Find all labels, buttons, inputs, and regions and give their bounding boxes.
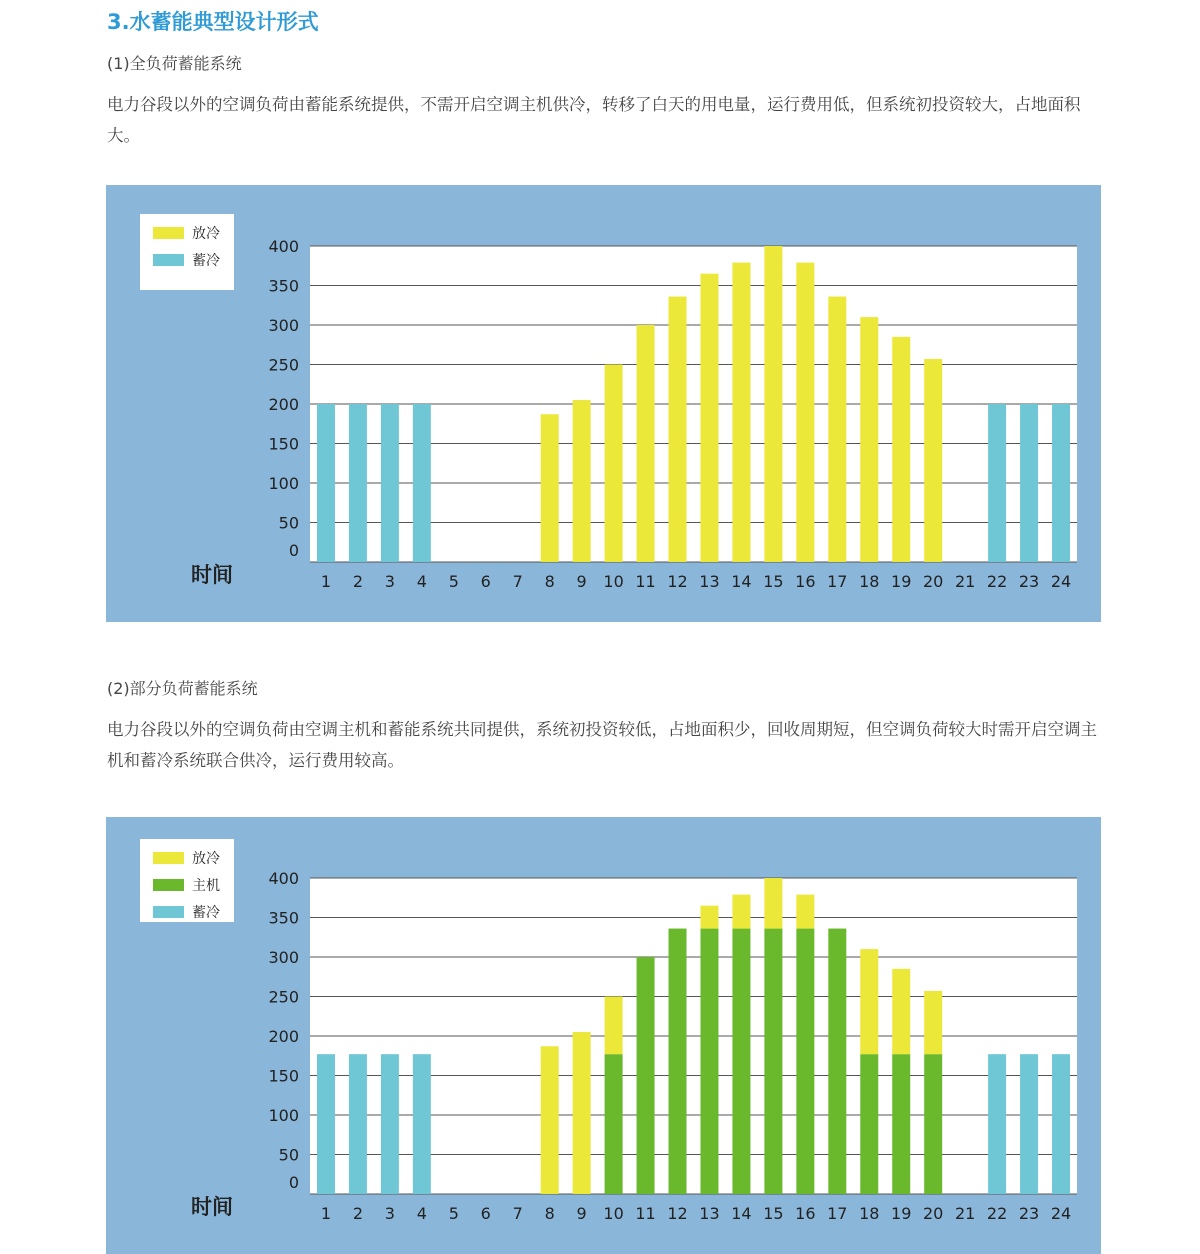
x-tick-label: 11 <box>635 1204 656 1223</box>
bar-chiller-hour-20 <box>924 1054 942 1194</box>
x-tick-label: 19 <box>891 1204 912 1223</box>
legend-swatch <box>153 906 184 918</box>
bar-storage-hour-3 <box>381 404 399 562</box>
full-storage-chart-legend <box>140 214 234 290</box>
x-tick-label: 7 <box>512 572 523 591</box>
bar-discharge-hour-14 <box>732 895 750 929</box>
bar-chiller-hour-16 <box>796 929 814 1194</box>
full-storage-chart <box>106 185 1101 622</box>
bar-discharge-hour-17 <box>828 297 846 562</box>
bar-storage-hour-23 <box>1020 404 1038 562</box>
x-tick-label: 6 <box>480 1204 491 1223</box>
x-tick-label: 20 <box>923 1204 944 1223</box>
y-tick-label: 350 <box>268 908 299 928</box>
legend-label: 蓄冷 <box>192 253 220 269</box>
bar-discharge-hour-9 <box>573 1032 591 1194</box>
partial-storage-description: 电力谷段以外的空调负荷由空调主机和蓄能系统共同提供，系统初投资较低，占地面积少，回收周期短，但空调负荷较大时需开启空调主机和蓄冷系统联合供冷，运行费用较高。 <box>107 720 1097 770</box>
x-tick-label: 1 <box>320 1204 332 1223</box>
bar-discharge-hour-13 <box>700 906 718 929</box>
bar-discharge-hour-11 <box>637 325 655 562</box>
bar-discharge-hour-10 <box>605 365 623 563</box>
x-tick-label: 14 <box>731 572 752 591</box>
legend-label: 放冷 <box>192 851 220 867</box>
partial-storage-chart <box>106 817 1101 1254</box>
y-tick-label: 50 <box>278 1145 299 1165</box>
bar-chiller-hour-13 <box>700 929 718 1194</box>
legend-swatch <box>153 879 184 891</box>
x-tick-label: 5 <box>448 572 459 591</box>
x-tick-label: 15 <box>763 572 784 591</box>
x-axis-title: 时间 <box>191 563 233 587</box>
y-tick-label: 300 <box>268 948 299 967</box>
x-tick-label: 8 <box>544 1204 555 1223</box>
legend-item-discharge <box>153 225 220 241</box>
legend-label: 蓄冷 <box>192 905 220 921</box>
bar-discharge-hour-12 <box>669 297 687 562</box>
y-tick-label: 250 <box>268 355 299 375</box>
bar-storage-hour-4 <box>413 404 431 562</box>
legend-swatch <box>153 227 184 239</box>
bar-chiller-hour-10 <box>605 1054 623 1194</box>
bar-discharge-hour-16 <box>796 263 814 562</box>
x-tick-label: 15 <box>763 1204 784 1223</box>
partial-storage-subhead: (2)部分负荷蓄能系统 <box>107 679 258 698</box>
bar-discharge-hour-20 <box>924 991 942 1054</box>
x-tick-label: 13 <box>699 1204 720 1223</box>
x-tick-label: 23 <box>1018 1204 1040 1223</box>
legend-item-storage <box>153 904 220 920</box>
bar-discharge-hour-18 <box>860 949 878 1054</box>
x-axis-title: 时间 <box>191 1195 233 1219</box>
x-tick-label: 23 <box>1018 572 1040 591</box>
partial-storage-chart-legend <box>140 839 234 922</box>
x-tick-label: 12 <box>667 572 688 591</box>
bar-discharge-hour-15 <box>764 878 782 929</box>
y-tick-label: 400 <box>268 237 299 256</box>
bar-chiller-hour-19 <box>892 1054 910 1194</box>
x-tick-label: 16 <box>795 1204 816 1223</box>
bar-discharge-hour-10 <box>605 997 623 1055</box>
bar-discharge-hour-8 <box>541 414 559 562</box>
bar-storage-hour-2 <box>349 1054 367 1194</box>
x-tick-label: 17 <box>827 572 848 591</box>
x-tick-label: 16 <box>795 572 816 591</box>
bar-discharge-hour-19 <box>892 969 910 1054</box>
x-tick-label: 1 <box>320 572 332 591</box>
bar-storage-hour-2 <box>349 404 367 562</box>
legend-item-chiller <box>153 877 220 893</box>
y-tick-label: 100 <box>268 1106 299 1125</box>
y-tick-label: 100 <box>268 474 299 493</box>
y-tick-label: 0 <box>288 1173 299 1192</box>
x-tick-label: 20 <box>923 572 944 591</box>
bar-storage-hour-1 <box>317 1054 335 1194</box>
y-tick-label: 350 <box>268 276 299 296</box>
x-tick-label: 12 <box>667 1204 688 1223</box>
legend-label: 主机 <box>192 878 220 894</box>
bar-storage-hour-22 <box>988 404 1006 562</box>
x-tick-label: 21 <box>954 572 976 591</box>
bar-discharge-hour-15 <box>764 246 782 562</box>
bar-chiller-hour-18 <box>860 1054 878 1194</box>
bar-chiller-hour-17 <box>828 929 846 1194</box>
legend-item-discharge <box>153 850 220 866</box>
x-tick-label: 3 <box>384 1204 395 1223</box>
bar-storage-hour-1 <box>317 404 335 562</box>
full-storage-subhead: (1)全负荷蓄能系统 <box>107 54 242 73</box>
bar-storage-hour-22 <box>988 1054 1006 1194</box>
x-tick-label: 11 <box>635 572 656 591</box>
y-tick-label: 300 <box>268 316 299 335</box>
full-storage-description: 电力谷段以外的空调负荷由蓄能系统提供，不需开启空调主机供冷，转移了白天的用电量，运行费用低，但系统初投资较大，占地面积大。 <box>107 95 1081 145</box>
x-tick-label: 21 <box>954 1204 976 1223</box>
x-tick-label: 24 <box>1050 572 1072 591</box>
x-tick-label: 17 <box>827 1204 848 1223</box>
legend-swatch <box>153 254 184 266</box>
x-tick-label: 22 <box>986 1204 1008 1223</box>
x-tick-label: 3 <box>384 572 395 591</box>
x-tick-label: 10 <box>603 1204 624 1223</box>
bar-storage-hour-3 <box>381 1054 399 1194</box>
x-tick-label: 19 <box>891 572 912 591</box>
x-tick-label: 10 <box>603 572 624 591</box>
y-tick-label: 0 <box>288 541 299 560</box>
x-tick-label: 4 <box>416 572 427 591</box>
bar-storage-hour-23 <box>1020 1054 1038 1194</box>
bar-discharge-hour-8 <box>541 1046 559 1194</box>
legend-swatch <box>153 852 184 864</box>
x-tick-label: 7 <box>512 1204 523 1223</box>
x-tick-label: 9 <box>576 1204 587 1223</box>
full-storage-chart-panel <box>106 185 1101 622</box>
x-tick-label: 5 <box>448 1204 459 1223</box>
bar-chiller-hour-15 <box>764 929 782 1194</box>
y-tick-label: 250 <box>268 987 299 1007</box>
y-tick-label: 200 <box>268 395 299 414</box>
bar-chiller-hour-12 <box>669 929 687 1194</box>
bar-discharge-hour-13 <box>700 274 718 562</box>
x-tick-label: 14 <box>731 1204 752 1223</box>
x-tick-label: 9 <box>576 572 587 591</box>
x-tick-label: 18 <box>859 1204 880 1223</box>
x-tick-label: 4 <box>416 1204 427 1223</box>
x-tick-label: 13 <box>699 572 720 591</box>
y-tick-label: 200 <box>268 1027 299 1046</box>
x-tick-label: 6 <box>480 572 491 591</box>
bar-storage-hour-4 <box>413 1054 431 1194</box>
legend-item-storage <box>153 252 220 268</box>
bar-discharge-hour-9 <box>573 400 591 562</box>
bar-chiller-hour-11 <box>637 957 655 1194</box>
bar-chiller-hour-14 <box>732 929 750 1194</box>
section-title: 3.水蓄能典型设计形式 <box>107 10 319 34</box>
legend-label: 放冷 <box>192 226 220 242</box>
bar-storage-hour-24 <box>1052 1054 1070 1194</box>
y-tick-label: 400 <box>268 869 299 888</box>
bar-discharge-hour-14 <box>732 263 750 562</box>
bar-discharge-hour-19 <box>892 337 910 562</box>
x-tick-label: 8 <box>544 572 555 591</box>
bar-storage-hour-24 <box>1052 404 1070 562</box>
y-tick-label: 150 <box>268 434 299 454</box>
bar-discharge-hour-16 <box>796 895 814 929</box>
x-tick-label: 24 <box>1050 1204 1072 1223</box>
bar-discharge-hour-18 <box>860 317 878 562</box>
y-tick-label: 50 <box>278 513 299 533</box>
x-tick-label: 2 <box>352 1204 364 1223</box>
y-tick-label: 150 <box>268 1066 299 1086</box>
x-tick-label: 2 <box>352 572 364 591</box>
x-tick-label: 22 <box>986 572 1008 591</box>
bar-discharge-hour-20 <box>924 359 942 562</box>
partial-storage-chart-panel <box>106 817 1101 1254</box>
x-tick-label: 18 <box>859 572 880 591</box>
